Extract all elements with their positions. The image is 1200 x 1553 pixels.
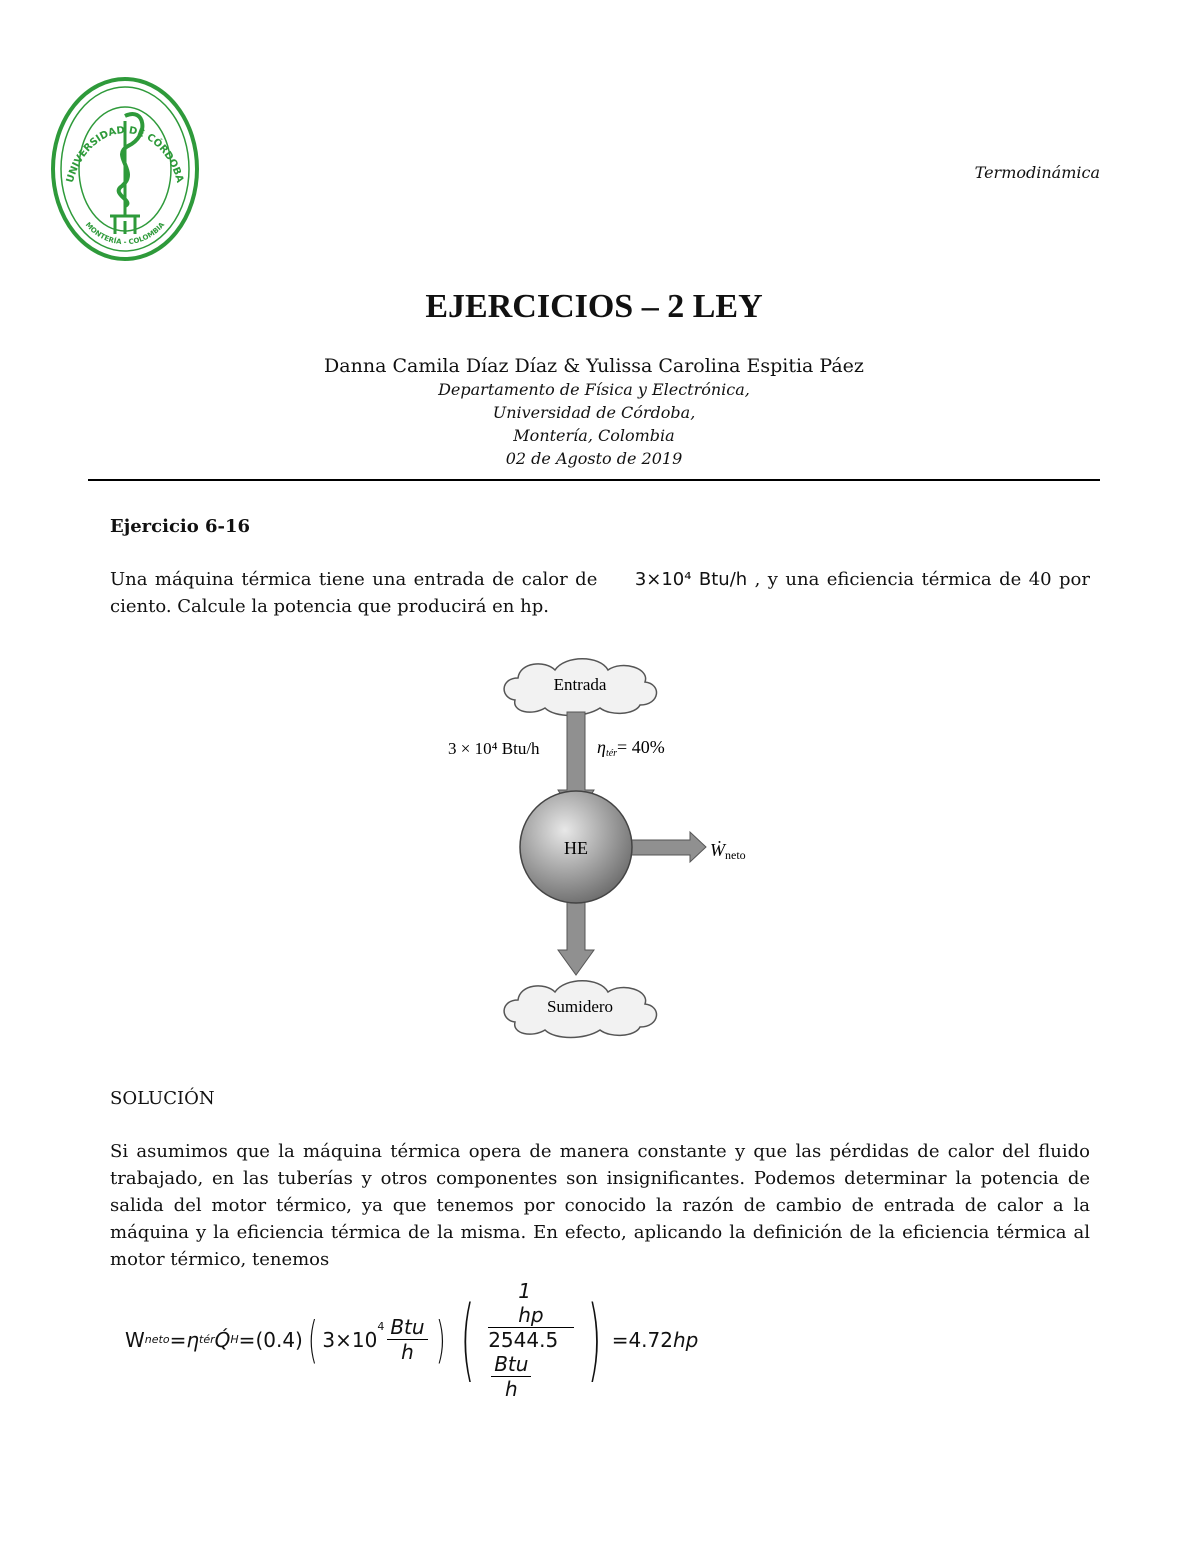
heat-in-label: 3 × 10⁴ Btu/h xyxy=(448,739,540,758)
course-name: Termodinámica xyxy=(974,163,1100,182)
work-label: Ẇneto xyxy=(710,840,746,862)
heat-input-math: 3×10⁴ Btu/h xyxy=(634,569,748,590)
affiliation-department: Departamento de Física y Electrónica, xyxy=(438,380,750,399)
exercise-title: Ejercicio 6-16 xyxy=(110,516,251,537)
affiliation-city: Montería, Colombia xyxy=(513,426,675,445)
affiliation-university: Universidad de Córdoba, xyxy=(492,403,696,422)
horizontal-divider xyxy=(88,479,1100,481)
heat-engine-diagram xyxy=(440,650,770,1045)
source-cloud xyxy=(504,659,656,716)
solution-title: SOLUCIÓN xyxy=(110,1088,215,1109)
sink-arrow xyxy=(558,900,594,975)
university-seal-logo xyxy=(50,76,200,262)
svg-text:Sumidero: Sumidero xyxy=(546,997,614,1016)
authors: Danna Camila Díaz Díaz & Yulissa Carolina Espitia Páez xyxy=(324,355,864,377)
work-arrow xyxy=(625,832,706,862)
document-date: 02 de Agosto de 2019 xyxy=(505,449,683,468)
document-title: EJERCICIOS – 2 LEY xyxy=(425,288,763,325)
efficiency-label: ηtér= 40% xyxy=(597,737,665,759)
exercise-statement: Una máquina térmica tiene una entrada de calor de 3×10⁴ Btu/h , y una eficiencia térmica de 40 por ciento. Calcule la potencia que producirá en hp. xyxy=(110,569,1091,617)
sink-cloud xyxy=(504,981,656,1038)
svg-text:Entrada: Entrada xyxy=(553,675,607,694)
svg-text:MONTERÍA - COLOMBIA: MONTERÍA - COLOMBIA xyxy=(83,220,167,247)
svg-text:HE: HE xyxy=(564,838,588,858)
svg-text:UNIVERSIDAD DE CÓRDOBA: UNIVERSIDAD DE CÓRDOBA xyxy=(64,125,186,185)
solution-text: Si asumimos que la máquina térmica opera de manera constante y que las pérdidas de calor del fluido trabajado, en las tuberías y otros componentes son insignificantes. Podemos determinar la potencia de salida del motor térmico, ya que tenemos por conocido la razón de cambio de entrada de calor a la máquina y la eficiencia térmica de la misma. En efecto, aplicando la definición de la eficiencia térmica al motor térmico, tenemos xyxy=(110,1141,1090,1270)
power-equation: W neto = η tér Q́ H = (0.4) ( 3×10 $^4$ $\frac{\text{Btu}}{h}$ ) ( 1 hp 2544.5 $\frac{\text{Btu}}{h}$ ) =4.72 hp xyxy=(125,1278,699,1401)
